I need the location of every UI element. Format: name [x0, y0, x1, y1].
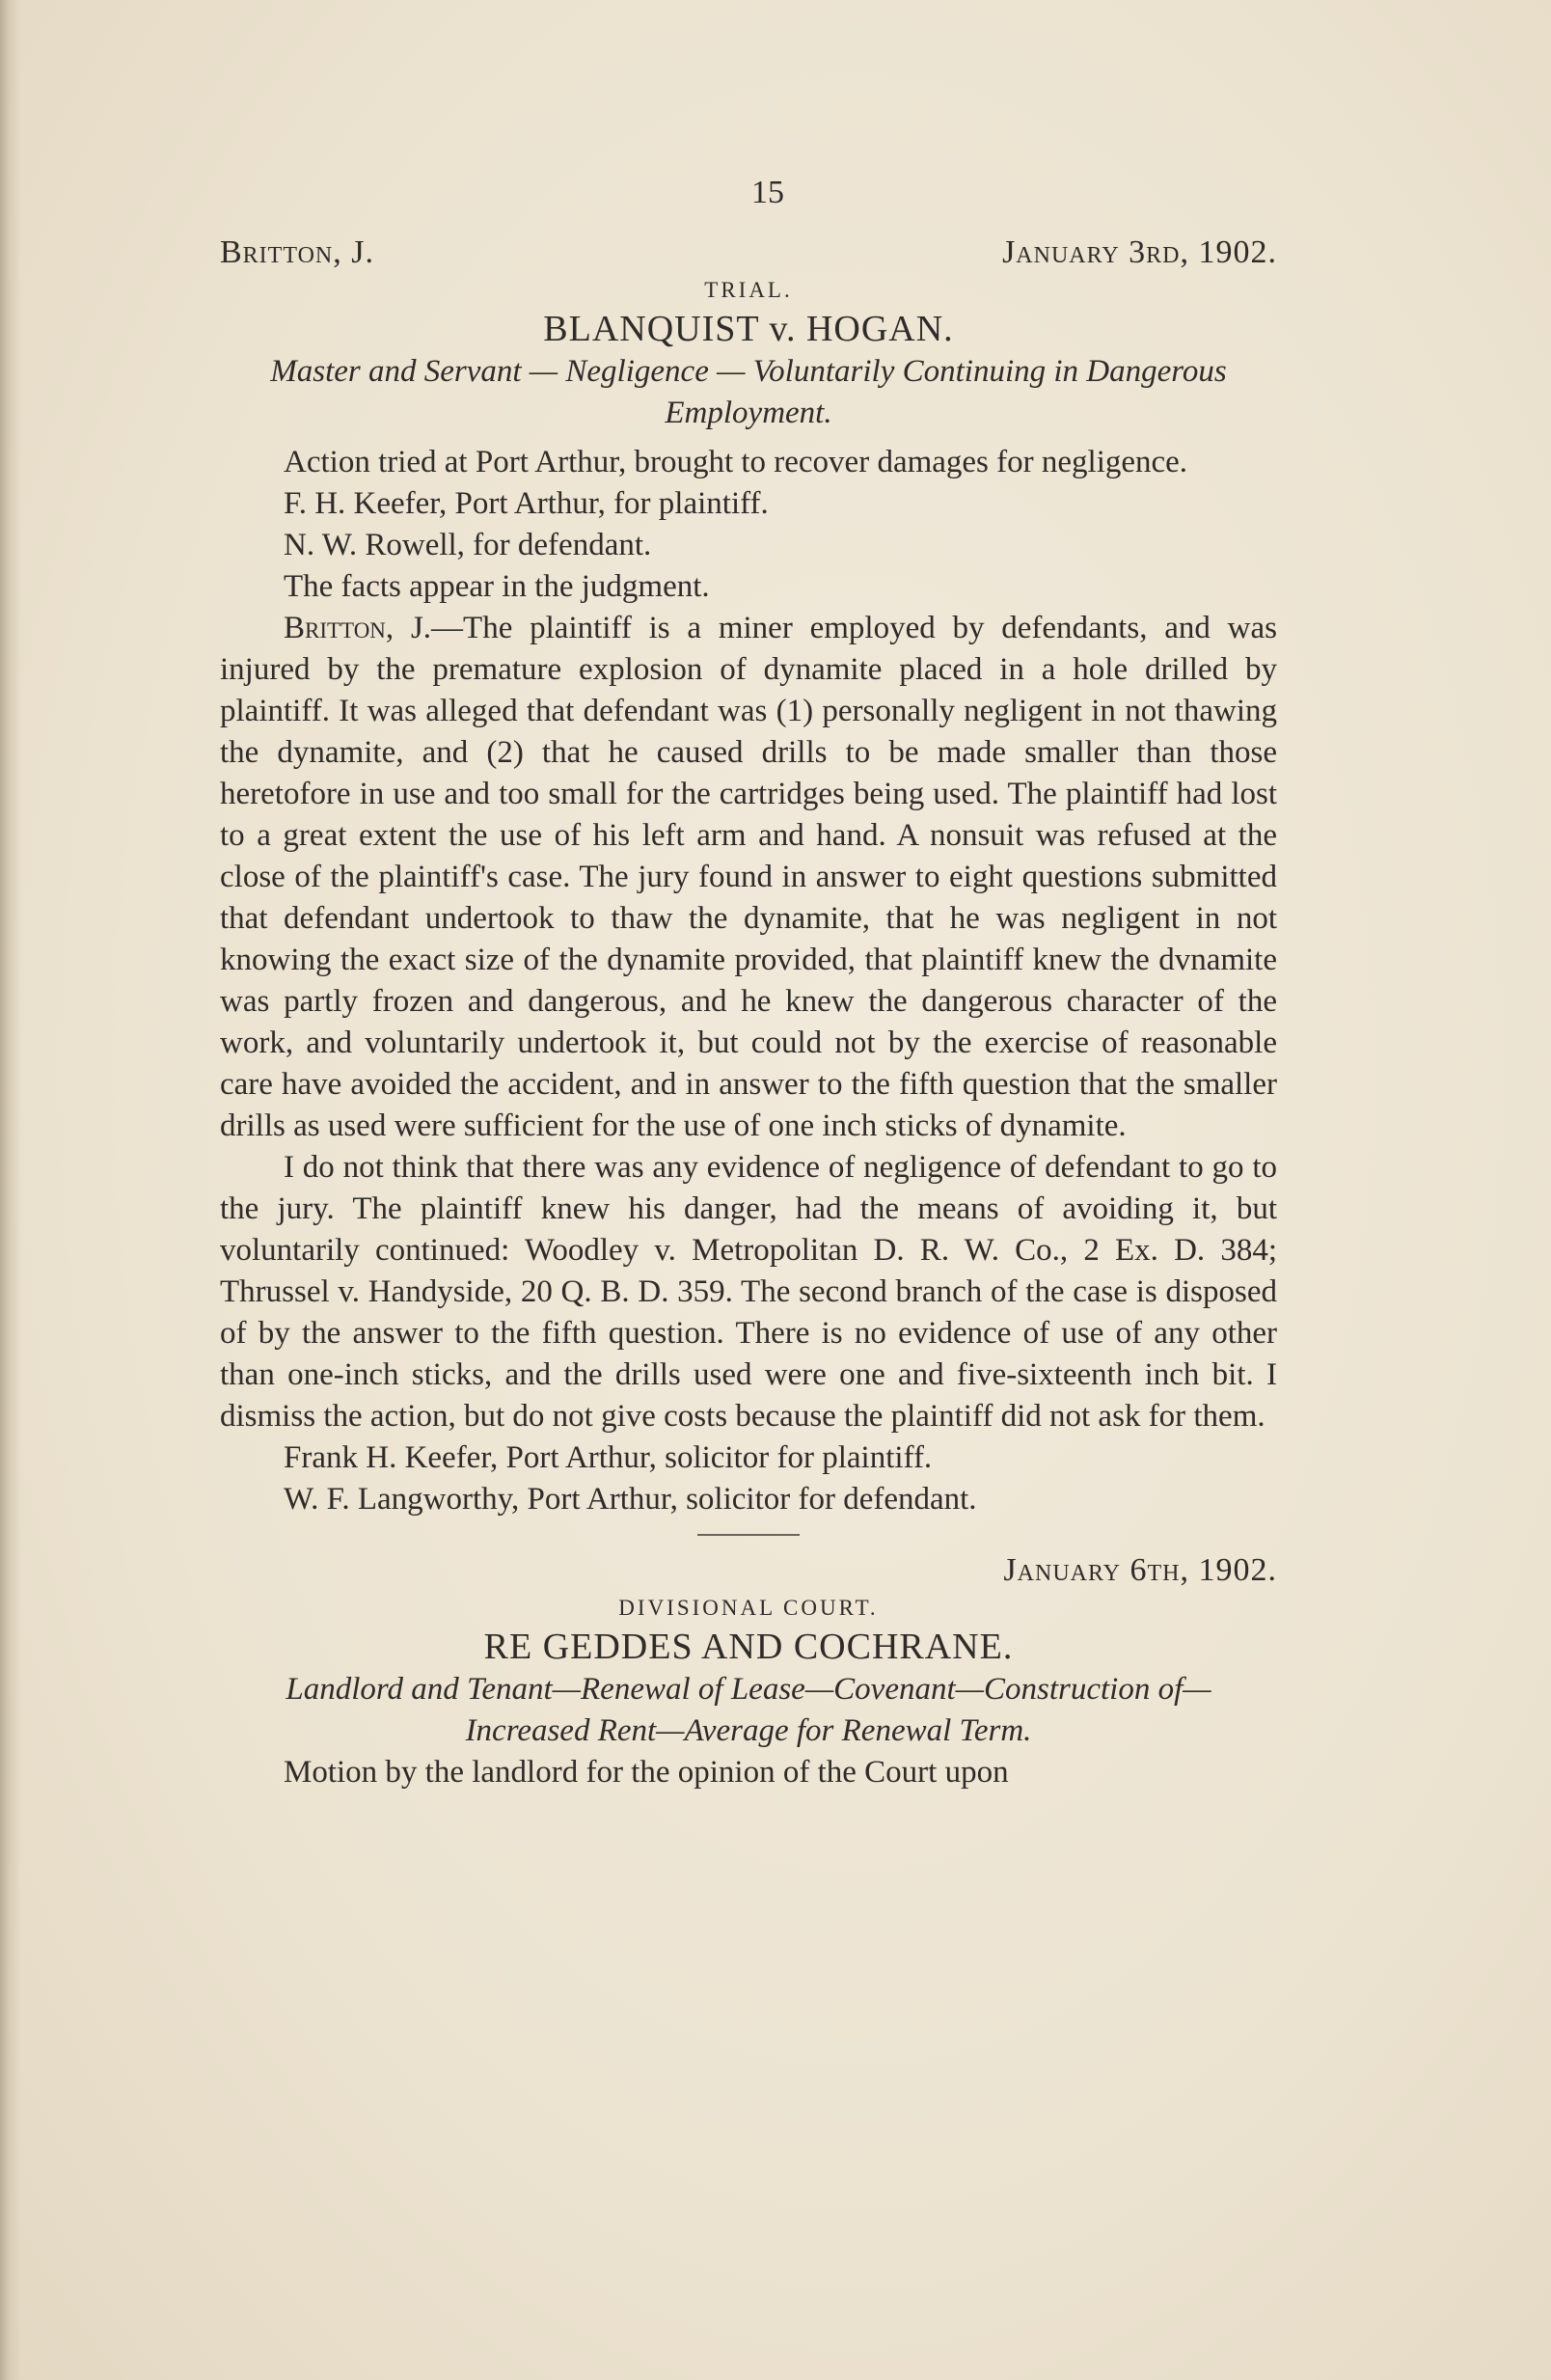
counsel-defendant: N. W. Rowell, for defendant. [284, 528, 652, 562]
court-label: TRIAL. [704, 278, 793, 302]
judgment-paragraph-2: I do not think that there was any evidence of negligence of defendant to go to the jury. The plaintiff knew his danger, had the means of avoiding it, but voluntarily continued: Woodley v. Metropolitan D. R. W. Co., 2 Ex. D. 384; Thrussel v. Handyside, 20 Q. B. D. 359. The second branch of the case is disposed of by the answer to the fifth question. There is no evidence of use of any other than one-inch sticks, and the drills used were one and five-sixteenth inch bit. I dismiss the action, but do not give costs because the plaintiff did not ask for them. [220, 1150, 1277, 1434]
binding-edge [0, 0, 21, 2380]
solicitor-defendant: W. F. Langworthy, Port Arthur, solicitor for defendant. [284, 1482, 977, 1517]
page-number: 15 [751, 175, 784, 210]
decision-date-2: January 6th, 1902. [1003, 1552, 1277, 1588]
judge-name: Britton, J. [220, 234, 374, 270]
case-title-2: RE GEDDES AND COCHRANE. [483, 1627, 1014, 1667]
case-introduction [220, 442, 1277, 608]
judgment-paragraph [220, 608, 1277, 1147]
running-head [220, 232, 1277, 274]
section-divider [697, 1534, 800, 1536]
court-label-2: DIVISIONAL COURT. [618, 1596, 879, 1620]
judgment-author: Britton, J. [284, 611, 432, 645]
decision-date: January 3rd, 1902. [1002, 234, 1277, 270]
solicitor-plaintiff: Frank H. Keefer, Port Arthur, solicitor for plaintiff. [284, 1440, 933, 1475]
headnote: Master and Servant — Negligence — Voluntarily Continuing in Dangerous Employment. [270, 354, 1227, 430]
text-column [220, 174, 1277, 1793]
counsel-plaintiff: F. H. Keefer, Port Arthur, for plaintiff. [284, 486, 769, 521]
judgment-text: —The plaintiff is a miner employed by defendants, and was injured by the premature explosion of dynamite placed in a hole drilled by plaintiff. It was alleged that defendant was (1) personally negligent in not thawing the dynamite, and (2) that he caused drills to be made smaller than those heretofore in use and too small for the cartridges being used. The plaintiff had lost to a great extent the use of his left arm and hand. A nonsuit was refused at the close of the plaintiff's case. The jury found in answer to eight questions submitted that defendant undertook to thaw the dynamite, that he was negligent in not knowing the exact size of the dynamite provided, that plaintiff knew the dvnamite was partly frozen and dangerous, and he knew the dangerous character of the work, and voluntarily undertook it, but could not by the exercise of reasonable care have avoided the accident, and in answer to the fifth question that the smaller drills as used were sufficient for the use of one inch sticks of dynamite. [220, 611, 1277, 1143]
motion-opening: Motion by the landlord for the opinion of the Court upon [284, 1755, 1009, 1790]
facts-note: The facts appear in the judgment. [284, 569, 710, 604]
intro-paragraph: Action tried at Port Arthur, brought to recover damages for negligence. [284, 445, 1188, 479]
headnote-2: Landlord and Tenant—Renewal of Lease—Covenant—Construction of—Increased Rent—Average for Renewal Term. [286, 1672, 1211, 1748]
case-title: BLANQUIST v. HOGAN. [543, 309, 954, 349]
